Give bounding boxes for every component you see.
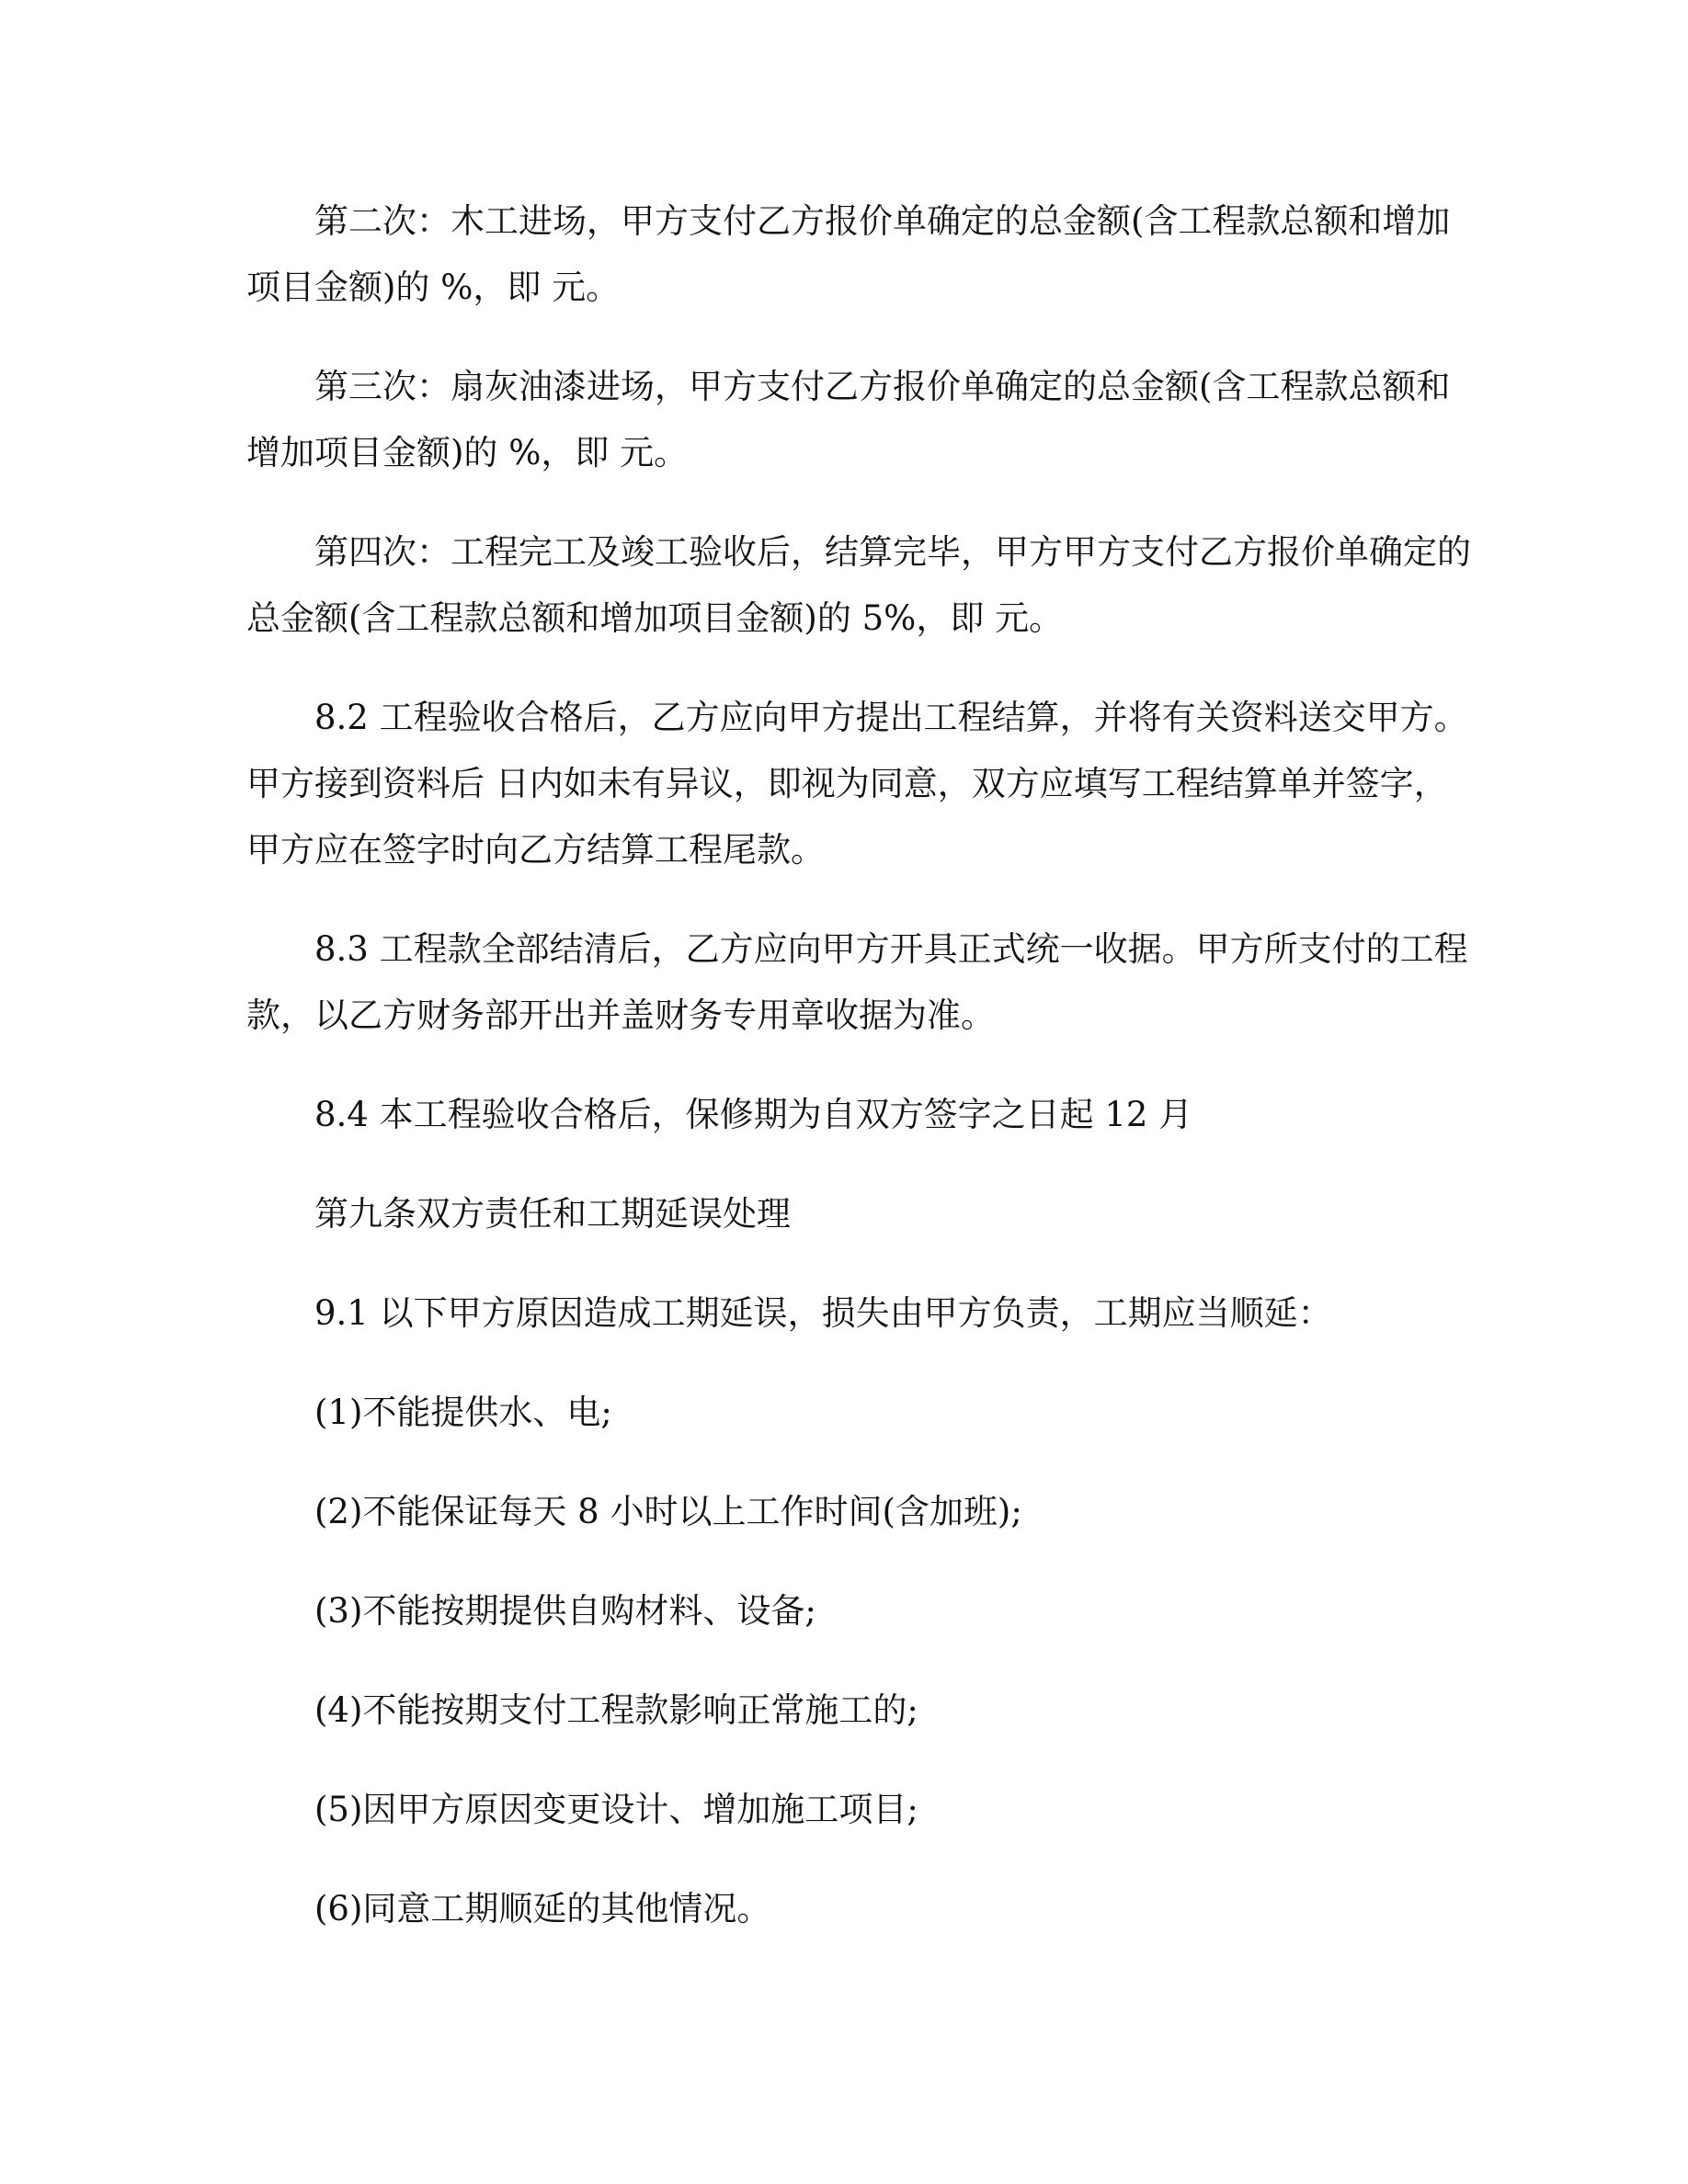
text-line: 增加项目金额)的 %，即 元。	[246, 433, 689, 472]
paragraph-clause-8-2	[246, 685, 1468, 883]
list-item-1	[246, 1380, 1460, 1446]
text-line: 第二次：木工进场，甲方支付乙方报价单确定的总金额(含工程款总额和增加	[314, 201, 1451, 241]
paragraph-clause-8-3	[246, 916, 1468, 1049]
list-item-5	[246, 1777, 1460, 1843]
paragraph-payment-third	[246, 354, 1460, 486]
text-line: (3)不能按期提供自购材料、设备;	[314, 1591, 816, 1631]
paragraph-clause-9-1	[246, 1280, 1460, 1347]
paragraph-clause-8-4	[246, 1082, 1460, 1148]
text-line: (2)不能保证每天 8 小时以上工作时间(含加班);	[314, 1492, 1022, 1531]
text-line: 8.2 工程验收合格后，乙方应向甲方提出工程结算，并将有关资料送交甲方。	[314, 698, 1468, 737]
text-line: 甲方接到资料后 日内如未有异议，即视为同意，双方应填写工程结算单并签字，	[246, 764, 1448, 803]
text-line: 8.3 工程款全部结清后，乙方应向甲方开具正式统一收据。甲方所支付的工程	[314, 929, 1468, 969]
list-item-2	[246, 1479, 1460, 1545]
list-item-4	[246, 1678, 1460, 1744]
text-line: 项目金额)的 %，即 元。	[246, 267, 621, 307]
text-line: (5)因甲方原因变更设计、增加施工项目;	[314, 1790, 918, 1829]
section-heading-article-9	[246, 1181, 1460, 1247]
text-line: 8.4 本工程验收合格后，保修期为自双方签字之日起 12 月	[314, 1095, 1193, 1134]
text-line: 第三次：扇灰油漆进场，甲方支付乙方报价单确定的总金额(含工程款总额和	[314, 367, 1451, 406]
text-line: (4)不能按期支付工程款影响正常施工的;	[314, 1690, 918, 1730]
text-line: (6)同意工期顺延的其他情况。	[314, 1889, 771, 1928]
text-line: 第四次：工程完工及竣工验收后，结算完毕，甲方甲方支付乙方报价单确定的	[314, 532, 1471, 572]
list-item-3	[246, 1578, 1460, 1644]
paragraph-payment-fourth	[246, 519, 1471, 652]
document-body	[246, 188, 1471, 1975]
text-line: 9.1 以下甲方原因造成工期延误，损失由甲方负责，工期应当顺延：	[314, 1293, 1332, 1333]
text-line: 第九条双方责任和工期延误处理	[314, 1194, 791, 1234]
text-line: (1)不能提供水、电;	[314, 1393, 612, 1432]
text-line: 甲方应在签字时向乙方结算工程尾款。	[246, 830, 825, 870]
list-item-6	[246, 1876, 1460, 1942]
text-line: 款，以乙方财务部开出并盖财务专用章收据为准。	[246, 995, 995, 1035]
text-line: 总金额(含工程款总额和增加项目金额)的 5%，即 元。	[246, 598, 1064, 638]
paragraph-payment-second	[246, 188, 1460, 321]
